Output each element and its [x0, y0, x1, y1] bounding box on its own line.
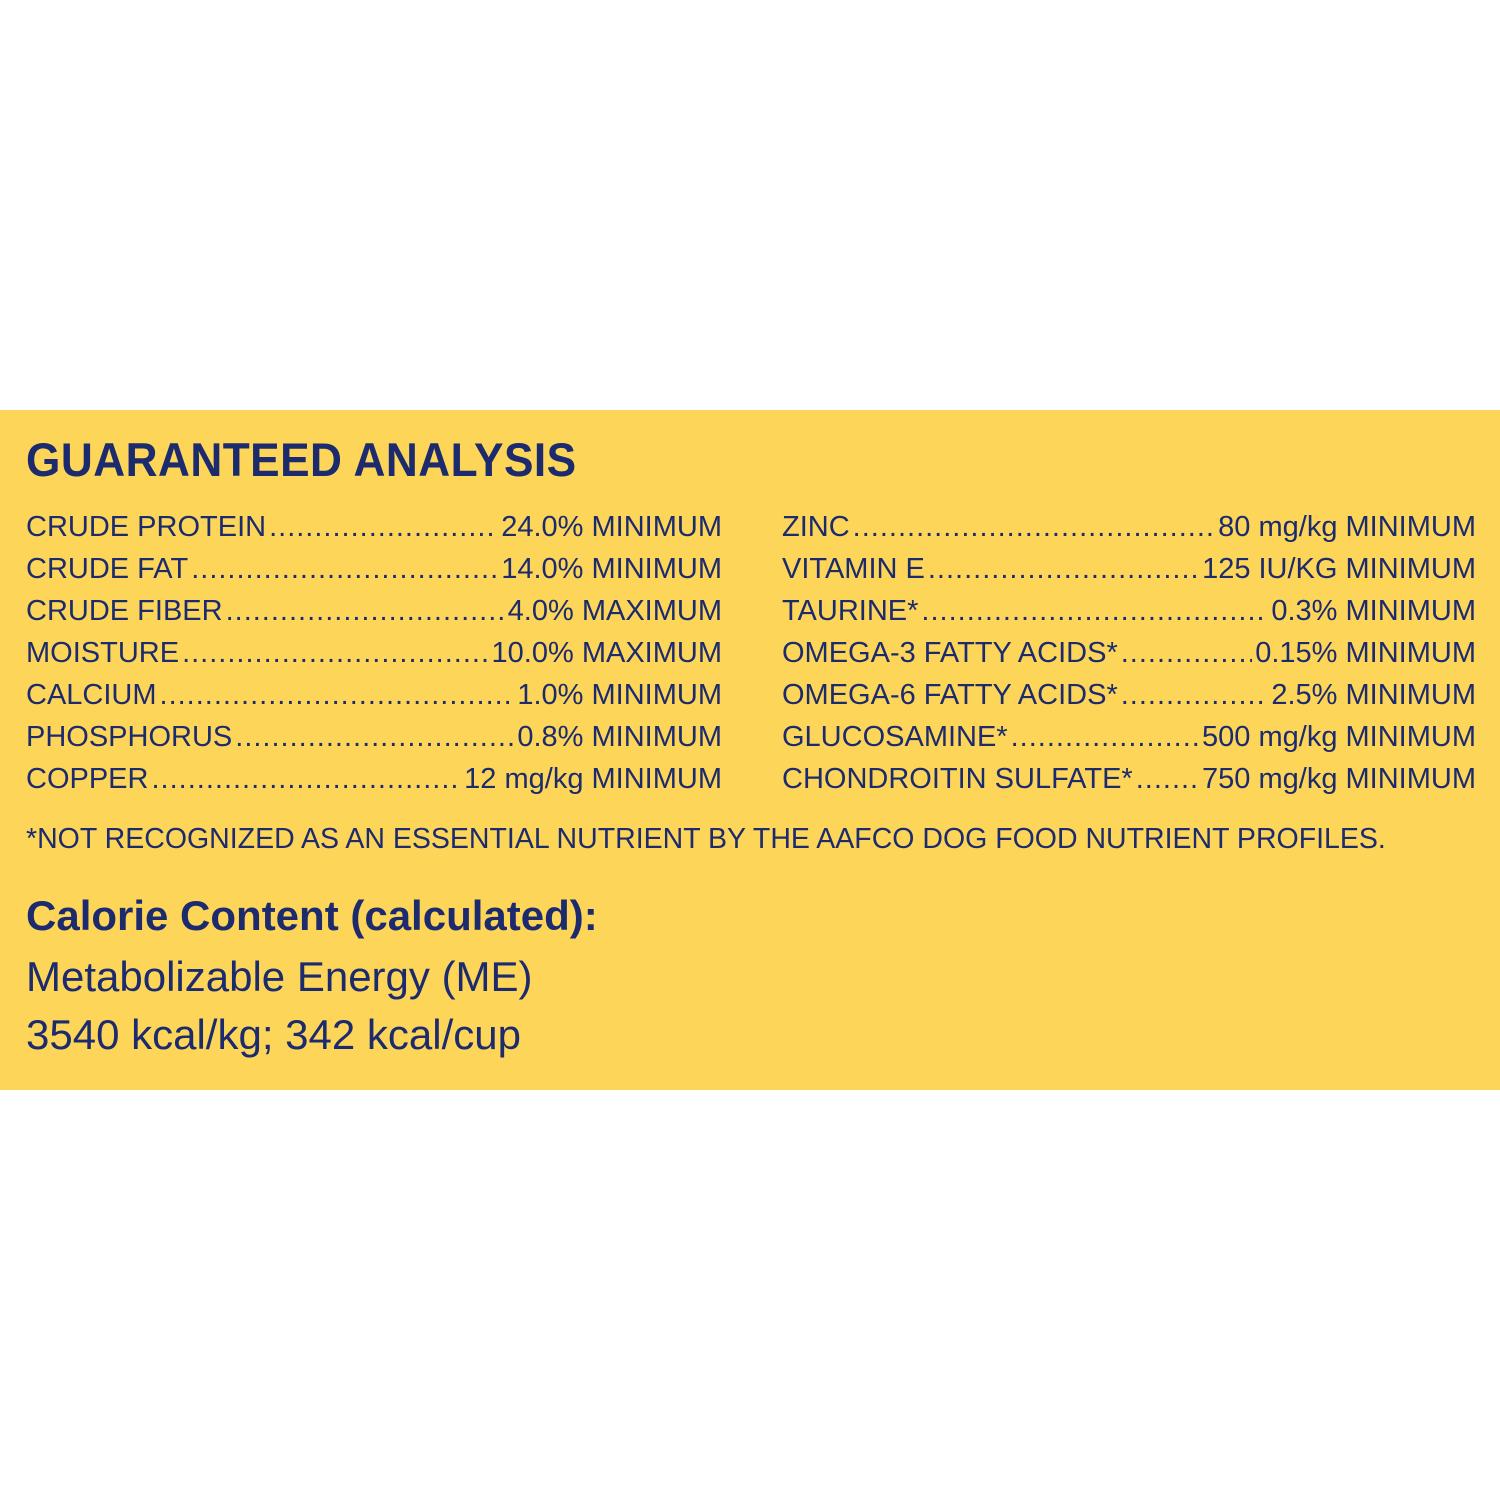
analysis-row [782, 758, 1476, 800]
analysis-row [26, 674, 722, 716]
analysis-row [26, 548, 722, 590]
nutrient-label: PHOSPHORUS [26, 721, 233, 753]
dot-leader [226, 590, 505, 632]
nutrient-value: 12 mg/kg MINIMUM [464, 763, 722, 795]
analysis-row [782, 506, 1476, 548]
dot-leader [853, 506, 1216, 548]
nutrient-label: CRUDE FAT [26, 553, 189, 585]
analysis-row [26, 716, 722, 758]
nutrient-label: TAURINE* [782, 595, 919, 627]
dot-leader [928, 548, 1199, 590]
nutrient-label: CHONDROITIN SULFATE* [782, 763, 1133, 795]
footnote: *NOT RECOGNIZED AS AN ESSENTIAL NUTRIENT BY THE AAFCO DOG FOOD NUTRIENT PROFILES. [26, 823, 1386, 855]
nutrient-label: GLUCOSAMINE* [782, 721, 1008, 753]
nutrient-value: 80 mg/kg MINIMUM [1218, 511, 1476, 543]
nutrient-label: OMEGA-6 FATTY ACIDS* [782, 679, 1118, 711]
dot-leader [1011, 716, 1199, 758]
dot-leader [1121, 674, 1269, 716]
nutrient-value: 24.0% MINIMUM [501, 511, 722, 543]
calorie-energy-values: 3540 kcal/kg; 342 kcal/cup [26, 1011, 521, 1058]
nutrient-value: 500 mg/kg MINIMUM [1202, 721, 1476, 753]
nutrient-label: ZINC [782, 511, 850, 543]
analysis-row [26, 590, 722, 632]
analysis-column-right [782, 506, 1476, 800]
analysis-row [782, 674, 1476, 716]
guaranteed-analysis-panel [0, 410, 1500, 1090]
nutrient-value: 14.0% MINIMUM [501, 553, 722, 585]
calorie-energy-label: Metabolizable Energy (ME) [26, 953, 533, 1000]
dot-leader [921, 590, 1268, 632]
nutrient-value: 125 IU/KG MINIMUM [1202, 553, 1476, 585]
dot-leader [191, 548, 498, 590]
nutrient-value: 0.8% MINIMUM [517, 721, 722, 753]
dot-leader [182, 632, 488, 674]
dot-leader [235, 716, 514, 758]
nutrient-value: 0.15% MINIMUM [1255, 637, 1476, 669]
nutrient-value: 4.0% MAXIMUM [507, 595, 722, 627]
analysis-column-left [26, 506, 722, 800]
dot-leader [160, 674, 515, 716]
analysis-row [782, 548, 1476, 590]
dot-leader [151, 758, 461, 800]
nutrient-value: 0.3% MINIMUM [1271, 595, 1476, 627]
analysis-row [26, 758, 722, 800]
dot-leader [1136, 758, 1199, 800]
nutrient-value: 1.0% MINIMUM [517, 679, 722, 711]
nutrient-label: COPPER [26, 763, 149, 795]
nutrient-value: 2.5% MINIMUM [1271, 679, 1476, 711]
calorie-content-title: Calorie Content (calculated): [26, 892, 598, 939]
analysis-row [26, 506, 722, 548]
nutrient-label: OMEGA-3 FATTY ACIDS* [782, 637, 1118, 669]
analysis-row [782, 590, 1476, 632]
analysis-row [782, 632, 1476, 674]
dot-leader [269, 506, 498, 548]
nutrient-label: CRUDE PROTEIN [26, 511, 267, 543]
nutrient-label: VITAMIN E [782, 553, 925, 585]
heading: GUARANTEED ANALYSIS [26, 433, 577, 486]
nutrient-value: 10.0% MAXIMUM [491, 637, 722, 669]
analysis-row [26, 632, 722, 674]
dot-leader [1121, 632, 1253, 674]
nutrient-value: 750 mg/kg MINIMUM [1202, 763, 1476, 795]
nutrient-label: CALCIUM [26, 679, 157, 711]
nutrient-label: CRUDE FIBER [26, 595, 223, 627]
nutrient-label: MOISTURE [26, 637, 180, 669]
analysis-row [782, 716, 1476, 758]
